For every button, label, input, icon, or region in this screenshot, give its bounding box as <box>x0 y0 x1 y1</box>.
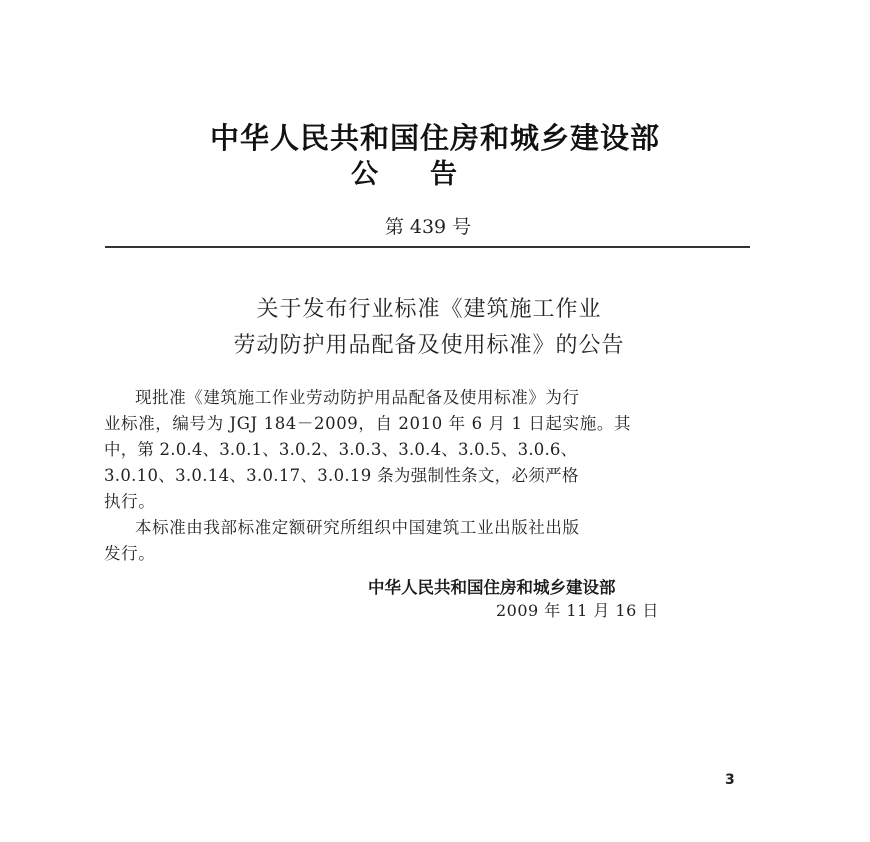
body-paragraph-1-line-1: 现批准《建筑施工作业劳动防护用品配备及使用标准》为行 <box>135 388 580 407</box>
ministry-heading: 中华人民共和国住房和城乡建设部 <box>209 121 660 155</box>
notice-title-line-1: 关于发布行业标准《建筑施工作业 <box>256 297 602 322</box>
body-paragraph-1-line-3: 中，第 2.0.4、3.0.1、3.0.2、3.0.3、3.0.4、3.0.5、3.0.6、 <box>104 440 578 459</box>
body-paragraph-1-line-4: 3.0.10、3.0.14、3.0.17、3.0.19 条为强制性条文，必须严格 <box>104 466 579 485</box>
body-paragraph-2-line-2: 发行。 <box>104 544 156 563</box>
header-divider <box>105 246 750 248</box>
body-paragraph-1-line-2: 业标准，编号为 JGJ 184－2009，自 2010 年 6 月 1 日起实施。其 <box>104 414 632 433</box>
notice-title-line-2: 劳动防护用品配备及使用标准》的公告 <box>233 333 625 358</box>
signature-date: 2009 年 11 月 16 日 <box>496 601 659 620</box>
signature-issuer: 中华人民共和国住房和城乡建设部 <box>368 578 616 597</box>
announcement-heading: 公告 <box>351 159 509 190</box>
body-paragraph-2-line-1: 本标准由我部标准定额研究所组织中国建筑工业出版社出版 <box>135 518 580 537</box>
body-paragraph-1-line-5: 执行。 <box>104 492 156 511</box>
page-number: 3 <box>725 772 735 788</box>
announcement-number: 第 439 号 <box>384 216 472 238</box>
